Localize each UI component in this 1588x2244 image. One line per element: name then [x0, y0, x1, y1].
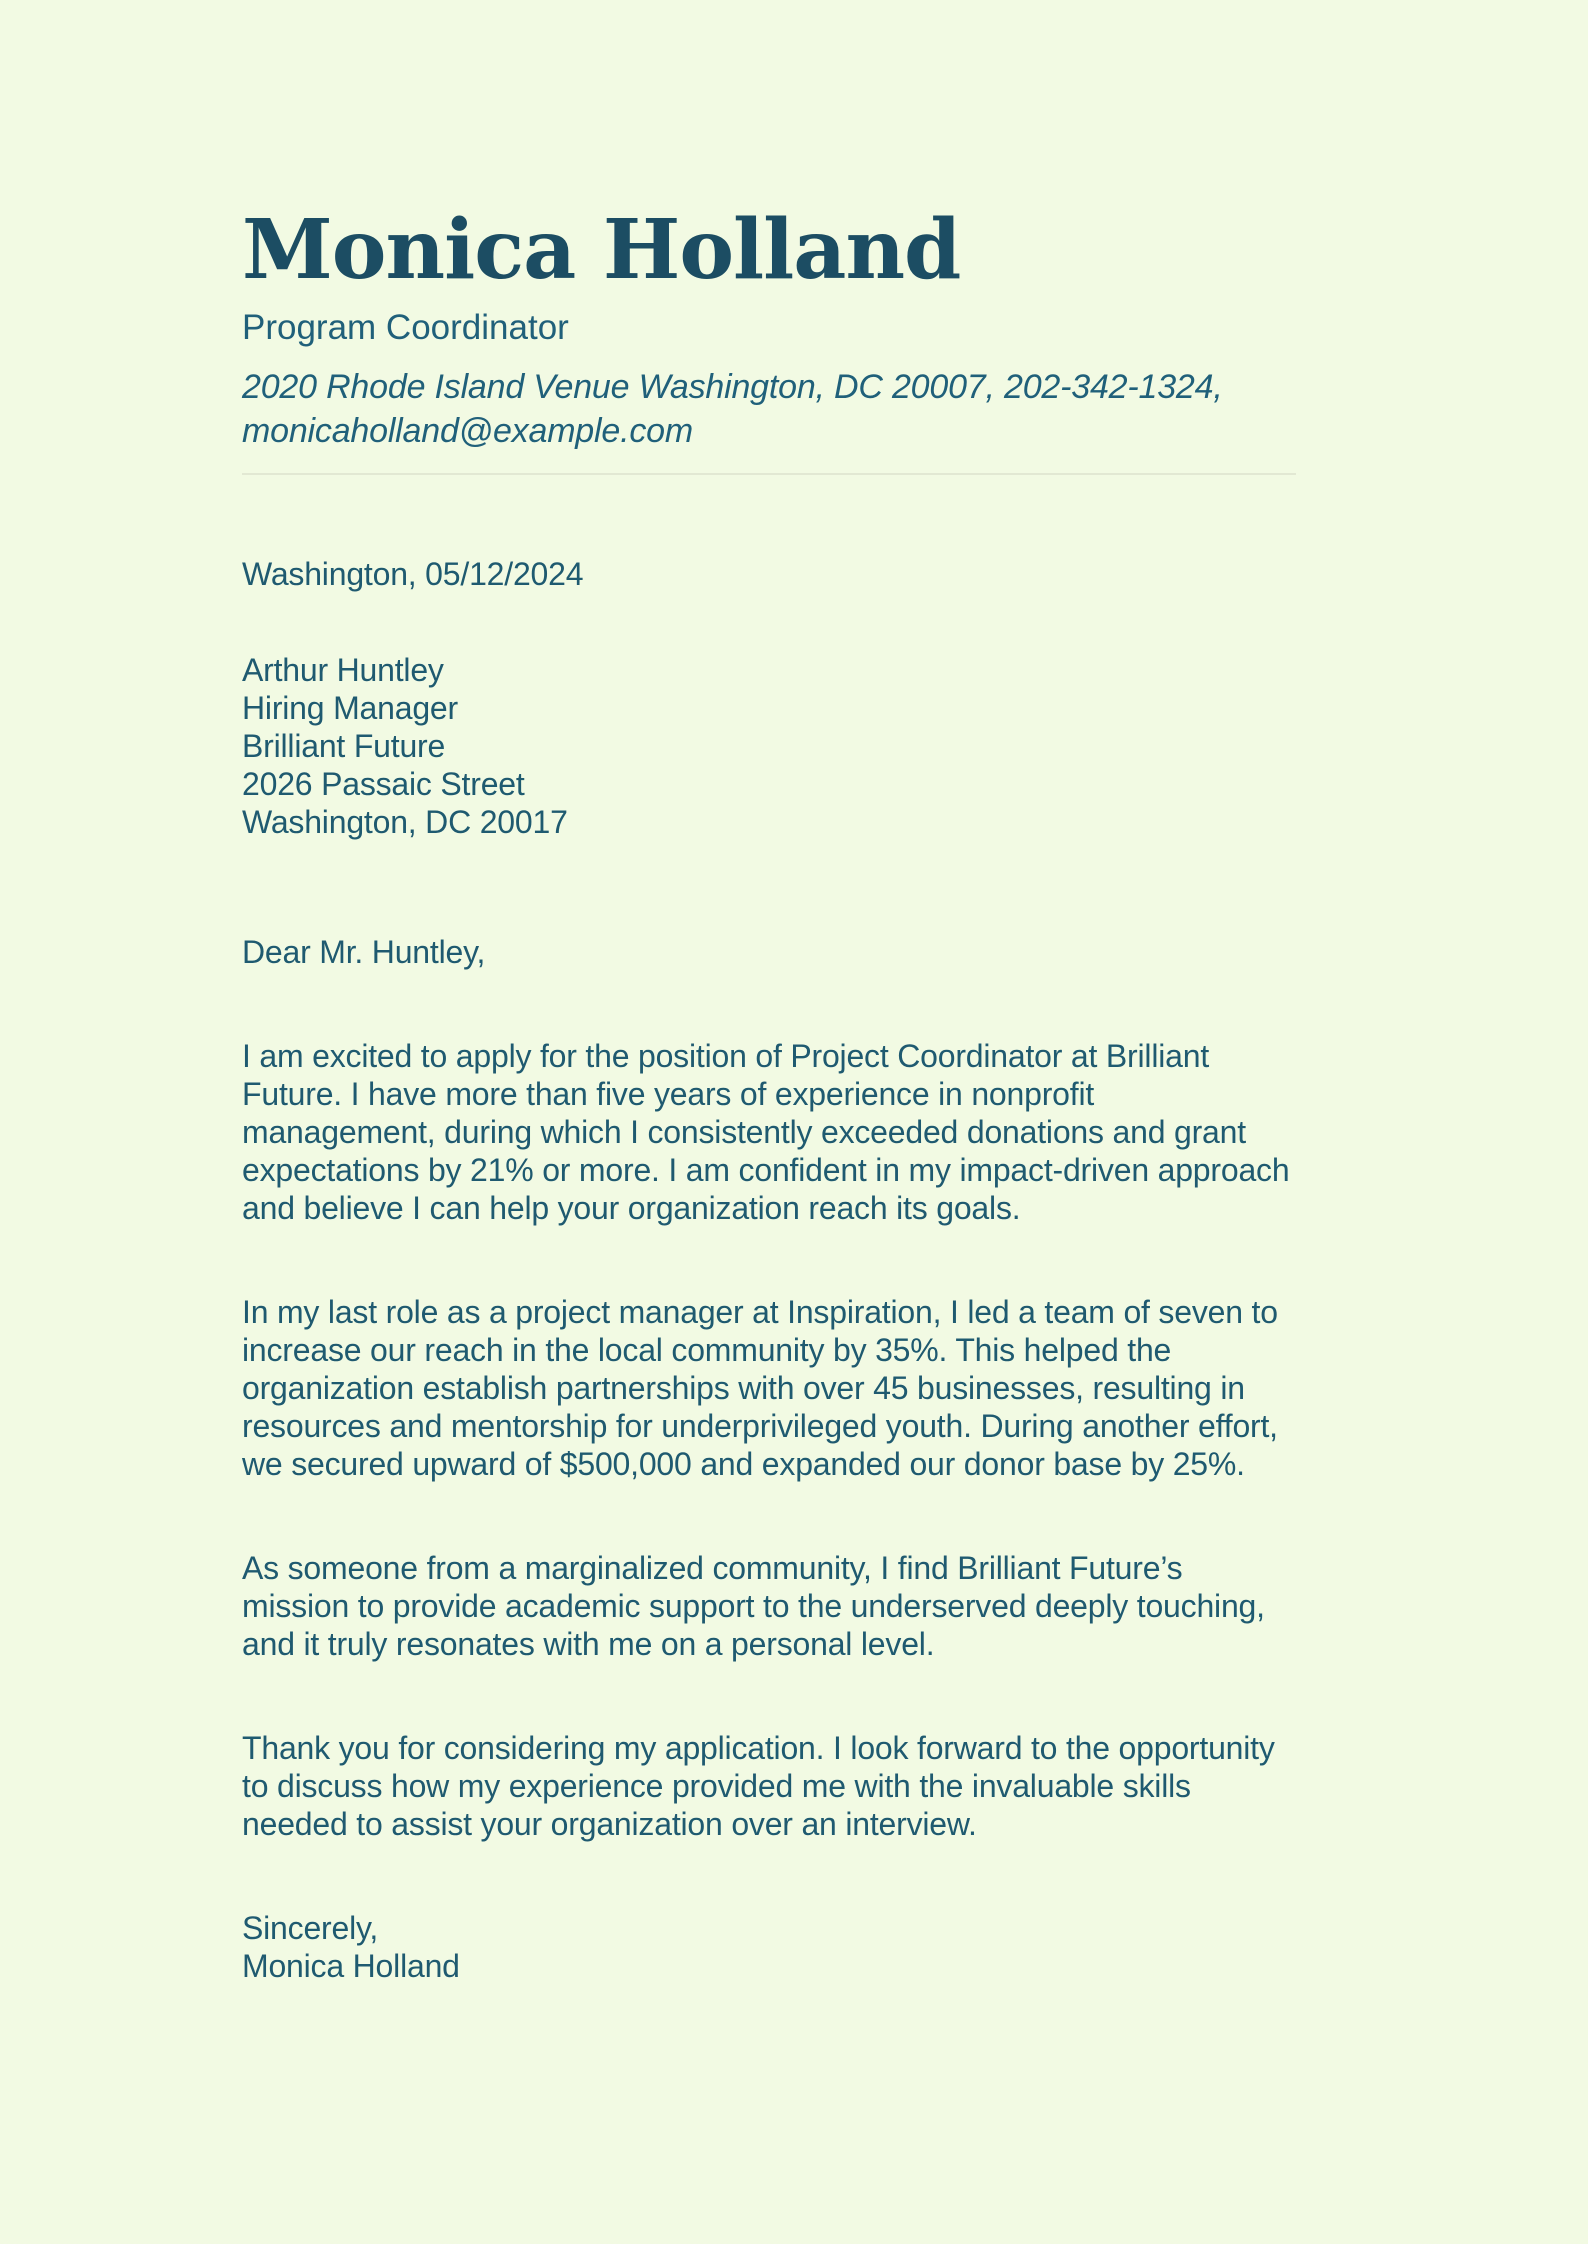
recipient-street: 2026 Passaic Street [242, 765, 525, 802]
applicant-name: Monica Holland [242, 202, 961, 298]
recipient-block [242, 651, 1296, 841]
paragraph-thanks: Thank you for considering my application. I look forward to the opportunity to discuss how my experience provided me with the invaluable skills needed to assist your organization over an interview. [242, 1729, 1275, 1842]
recipient-city: Washington, DC 20017 [242, 803, 568, 840]
letter-body [242, 555, 1296, 1985]
letter-header [242, 202, 1296, 475]
paragraph-experience: In my last role as a project manager at Inspiration, I led a team of seven to increase our reach in the local community by 35%. This helped the organization establish partnerships with over 45 businesses, resulting in resources and mentorship for underprivileged youth. During another effort, we secured upward of $500,000 and expanded our donor base by 25%. [242, 1293, 1278, 1482]
closing-word: Sincerely, [242, 1909, 379, 1946]
closing-block [242, 1909, 1296, 1985]
salutation: Dear Mr. Huntley, [242, 933, 486, 970]
recipient-role: Hiring Manager [242, 689, 458, 726]
paragraph-mission: As someone from a marginalized community, I find Brilliant Future’s mission to provide academic support to the underserved deeply touching, and it truly resonates with me on a personal level. [242, 1549, 1265, 1662]
recipient-name: Arthur Huntley [242, 651, 444, 688]
applicant-contact-info: 2020 Rhode Island Venue Washington, DC 20007, 202-342-1324, monicaholland@example.com [242, 367, 1223, 450]
header-divider [242, 473, 1296, 475]
paragraph-intro: I am excited to apply for the position of Project Coordinator at Brilliant Future. I have more than five years of experience in nonprofit management, during which I consistently exceeded donations and grant expectations by 21% or more. I am confident in my impact-driven approach and believe I can help your organization reach its goals. [242, 1037, 1290, 1226]
date-line: Washington, 05/12/2024 [242, 555, 584, 592]
applicant-job-title: Program Coordinator [242, 307, 569, 347]
recipient-company: Brilliant Future [242, 727, 446, 764]
signature-name: Monica Holland [242, 1947, 460, 1984]
